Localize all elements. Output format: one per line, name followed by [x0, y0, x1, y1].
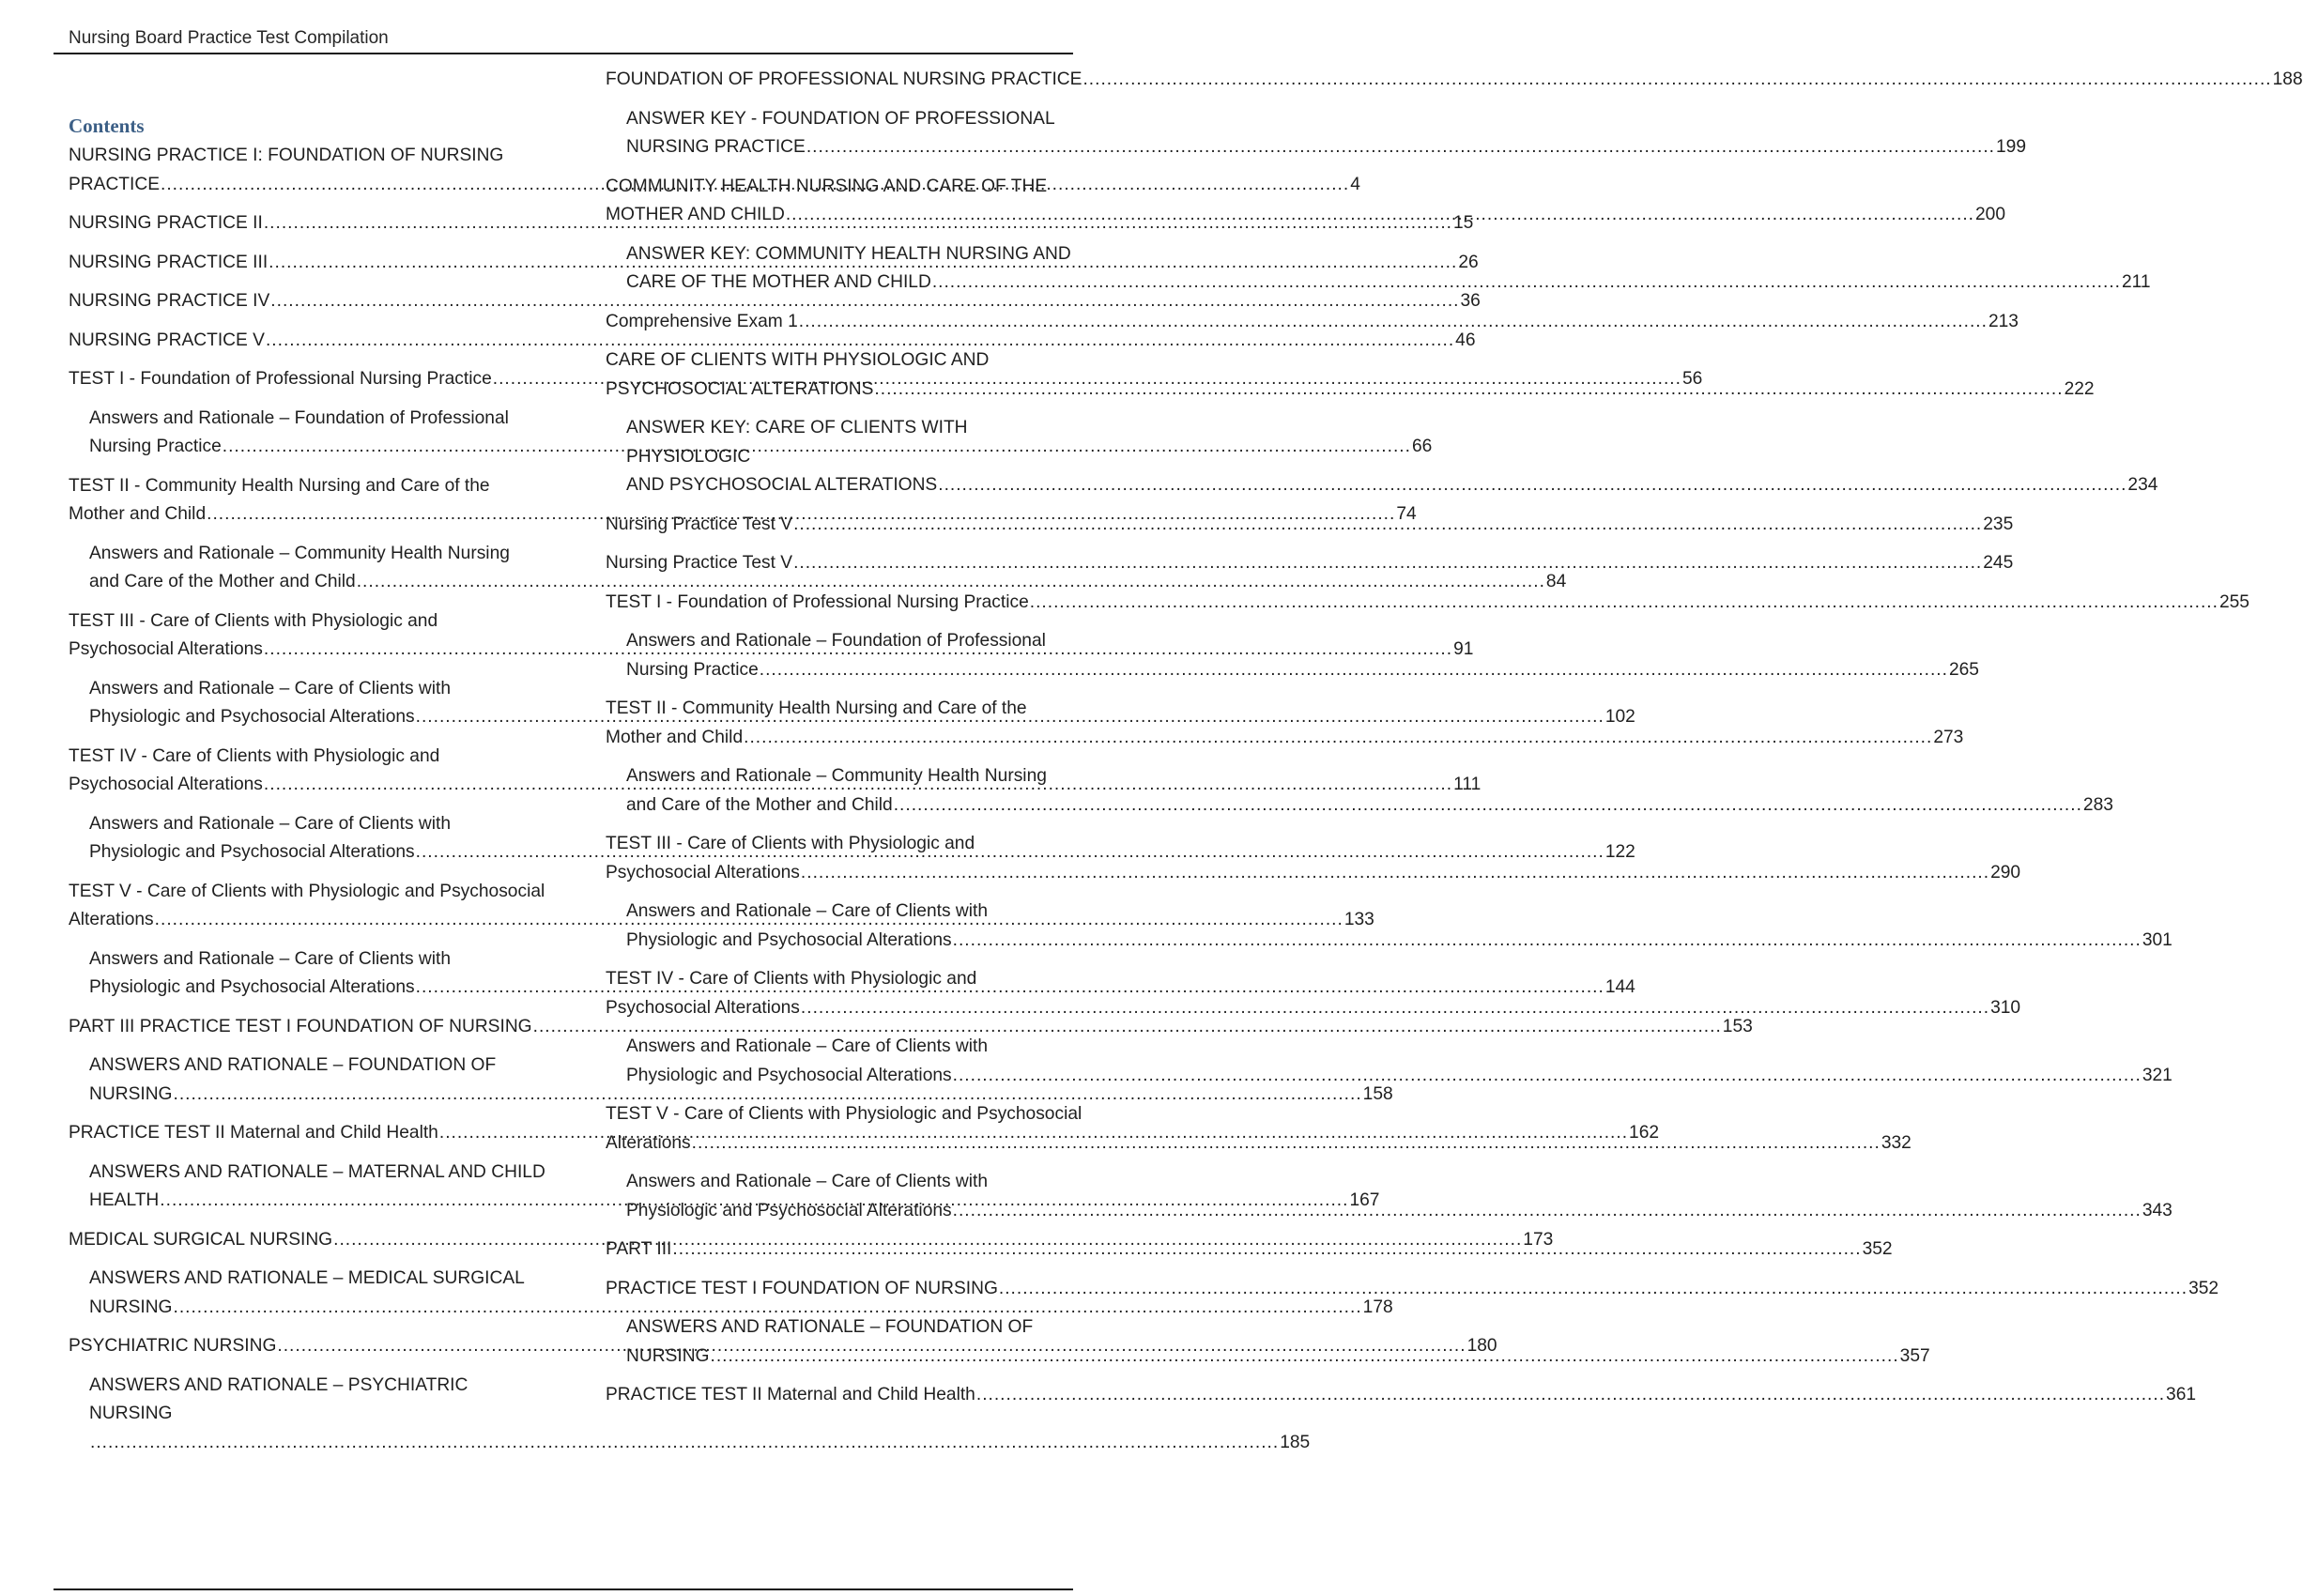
toc-page-number: 162	[1629, 1123, 1660, 1143]
toc-entry-title: TEST I - Foundation of Professional Nursing Practice	[69, 369, 492, 389]
toc-entry-link[interactable]	[606, 589, 2249, 618]
toc-entry-line	[606, 1381, 2197, 1410]
toc-entry-title: HEALTH	[89, 1190, 160, 1210]
toc-entry-line	[606, 994, 2021, 1023]
toc-dot-leader	[801, 859, 1989, 888]
toc-page-number: 173	[1523, 1229, 1554, 1250]
toc-entry-line	[89, 1081, 1393, 1110]
toc-entry-title: Mother and Child	[69, 504, 207, 524]
toc-page-number: 357	[1899, 1345, 1930, 1366]
toc-dot-leader	[953, 1062, 2142, 1091]
toc-entry-title-line: Answers and Rationale – Foundation of Professional	[89, 407, 509, 428]
toc-entry-line	[606, 66, 2303, 95]
toc-entry-title-line: TEST III - Care of Clients with Physiologic and	[69, 610, 438, 631]
toc-entry-title-line: ANSWERS AND RATIONALE – PSYCHIATRIC NURSING	[89, 1374, 468, 1423]
toc-page-number: 273	[1933, 727, 1964, 747]
toc-dot-leader	[953, 927, 2142, 956]
toc-entry-line	[606, 1275, 2219, 1304]
toc-entry-title: NURSING	[89, 1297, 173, 1317]
toc-page-number: 200	[1975, 205, 2006, 224]
toc-page-number: 234	[2127, 475, 2158, 495]
toc-dot-leader	[976, 1381, 2165, 1410]
toc-page-number: 332	[1881, 1132, 1911, 1153]
toc-page-number: 222	[2064, 378, 2095, 399]
toc-entry-title-line: TEST II - Community Health Nursing and Care of the	[69, 475, 490, 496]
toc-entry-title: PRACTICE TEST II Maternal and Child Health	[606, 1385, 975, 1404]
toc-page-number: 352	[2188, 1278, 2219, 1298]
toc-entry-link[interactable]	[606, 1033, 2172, 1090]
toc-dot-leader	[806, 133, 1995, 162]
toc-page-number: 158	[1362, 1083, 1393, 1104]
toc-entry-title-line: Answers and Rationale – Community Health Nursing	[89, 543, 510, 563]
toc-entry-title: PRACTICE TEST I FOUNDATION OF NURSING	[606, 1278, 998, 1298]
toc-page-number: 178	[1362, 1297, 1393, 1317]
toc-page-number: 102	[1604, 707, 1635, 727]
toc-entry-line	[626, 927, 2172, 956]
toc-dot-leader	[938, 471, 2126, 500]
toc-entry-title-line: ANSWER KEY: COMMUNITY HEALTH NURSING AND	[626, 243, 1071, 264]
toc-entry-title: Psychosocial Alterations	[606, 862, 800, 882]
contents-heading: Contents	[69, 115, 145, 137]
toc-entry-title: PSYCHIATRIC NURSING	[69, 1336, 277, 1356]
toc-entry-title: Comprehensive Exam 1	[606, 311, 798, 331]
toc-entry-link[interactable]	[606, 549, 2014, 578]
toc-entry-title-line: TEST IV - Care of Clients with Physiologic and	[606, 969, 977, 989]
toc-entry-title: NURSING	[89, 1083, 173, 1104]
toc-dot-leader	[1030, 589, 2219, 618]
toc-dot-leader	[1082, 66, 2271, 95]
toc-entry-title: Nursing Practice	[626, 659, 759, 680]
toc-entry-title: NURSING PRACTICE II	[69, 213, 263, 233]
toc-page-number: 310	[1990, 997, 2021, 1018]
toc-entry-link[interactable]	[69, 1013, 1753, 1042]
toc-page-number: 84	[1545, 572, 1567, 591]
toc-entry-title-line: Answers and Rationale – Foundation of Professional	[626, 631, 1046, 651]
toc-dot-leader	[874, 376, 2063, 405]
toc-entry-title: Mother and Child	[606, 727, 744, 747]
toc-page-number: 46	[1455, 330, 1476, 350]
toc-entry-title: MEDICAL SURGICAL NURSING	[69, 1229, 333, 1250]
toc-entry-title: CARE OF THE MOTHER AND CHILD	[626, 272, 931, 292]
toc-entry-title: Physiologic and Psychosocial Alterations	[89, 977, 415, 997]
toc-dot-leader	[760, 656, 1948, 685]
toc-entry-line	[606, 724, 1964, 753]
toc-entry-title: Nursing Practice	[89, 437, 222, 456]
toc-page-number: 91	[1453, 639, 1474, 659]
toc-entry-line	[89, 1294, 1393, 1323]
toc-entry-title: NURSING PRACTICE	[626, 137, 806, 157]
toc-entry-title-line: TEST V - Care of Clients with Physiologic and Psychosocial	[69, 881, 545, 901]
toc-entry-link[interactable]	[606, 1381, 2197, 1410]
toc-entry-line	[626, 1062, 2172, 1091]
toc-entry-title: Physiologic and Psychosocial Alterations	[89, 707, 415, 727]
toc-dot-leader	[786, 201, 1974, 230]
toc-entry-line	[606, 549, 2014, 578]
toc-entry-line	[626, 133, 2027, 162]
toc-entry-title: Psychosocial Alterations	[606, 997, 800, 1018]
toc-entry-title-line: Answers and Rationale – Care of Clients with	[626, 1036, 989, 1056]
toc-page-number: 15	[1453, 213, 1474, 233]
toc-dot-leader	[793, 549, 1982, 578]
toc-page-number: 66	[1411, 437, 1433, 456]
toc-entry-title: AND PSYCHOSOCIAL ALTERATIONS	[626, 475, 938, 495]
toc-page-number: 74	[1396, 504, 1417, 524]
toc-page-number: 56	[1681, 369, 1703, 389]
toc-page-number: 180	[1466, 1336, 1497, 1356]
toc-entry-link[interactable]	[606, 308, 2019, 337]
toc-entry-line	[69, 327, 1476, 356]
toc-entry-title: Psychosocial Alterations	[69, 775, 263, 794]
footer-divider	[54, 1588, 1073, 1590]
toc-entry-link[interactable]	[606, 66, 2303, 95]
toc-entry-title: Psychosocial Alterations	[69, 639, 263, 659]
toc-dot-leader	[894, 791, 2082, 821]
toc-entry-link[interactable]	[606, 105, 2027, 162]
toc-entry-title-line: TEST IV - Care of Clients with Physiologic and	[69, 745, 440, 766]
toc-page-number: 290	[1990, 862, 2021, 882]
toc-entry-title: MOTHER AND CHILD	[606, 205, 785, 224]
toc-entry-title: PRACTICE TEST II Maternal and Child Health	[69, 1123, 438, 1143]
toc-page-number: 122	[1604, 842, 1635, 862]
toc-entry-title-line: TEST V - Care of Clients with Physiologic and Psychosocial	[606, 1104, 1082, 1124]
toc-entry-line	[89, 1429, 1311, 1458]
toc-entry-title: NURSING PRACTICE III	[69, 252, 269, 272]
toc-entry-title-line: Answers and Rationale – Care of Clients with	[626, 1172, 989, 1191]
toc-entry-title: NURSING PRACTICE IV	[69, 291, 270, 311]
toc-entry-title: Alterations	[69, 910, 154, 929]
toc-entry-line	[626, 791, 2113, 821]
toc-entry-title-line: NURSING PRACTICE I: FOUNDATION OF NURSING	[69, 146, 504, 165]
toc-entry-line	[626, 471, 2158, 500]
toc-entry-title: Nursing Practice Test V	[606, 514, 793, 534]
toc-dot-leader	[801, 994, 1989, 1023]
toc-entry-title-line: ANSWERS AND RATIONALE – MATERNAL AND CHILD	[89, 1161, 545, 1182]
toc-page-number: 4	[1350, 174, 1360, 194]
toc-entry-title-line: CARE OF CLIENTS WITH PHYSIOLOGIC AND	[606, 350, 990, 370]
toc-entry-link[interactable]	[69, 1332, 1497, 1361]
toc-page-number: 321	[2142, 1065, 2172, 1085]
toc-page-number: 352	[1862, 1239, 1893, 1259]
toc-entry-title-line: TEST III - Care of Clients with Physiologic and	[606, 834, 975, 853]
toc-entry-title-line: Answers and Rationale – Care of Clients with	[89, 948, 452, 969]
toc-dot-leader	[672, 1235, 1861, 1265]
toc-entry-line	[606, 308, 2019, 337]
toc-entry-line	[626, 656, 1979, 685]
toc-entry-title-line: Answers and Rationale – Community Health Nursing	[626, 766, 1047, 786]
toc-page-number: 26	[1458, 252, 1479, 272]
toc-entry-title: and Care of the Mother and Child	[626, 794, 893, 815]
toc-page-number: 361	[2166, 1385, 2197, 1404]
toc-entry-title: Physiologic and Psychosocial Alterations	[89, 842, 415, 862]
toc-page-number: 153	[1722, 1016, 1753, 1036]
toc-entry-title: FOUNDATION OF PROFESSIONAL NURSING PRACTICE	[606, 69, 1082, 89]
toc-dot-leader	[710, 1343, 1898, 1372]
toc-entry-title-line: Answers and Rationale – Care of Clients with	[89, 813, 452, 834]
toc-entry-line	[606, 589, 2249, 618]
toc-page-number: 283	[2082, 794, 2113, 815]
toc-page-number: 265	[1948, 659, 1979, 680]
toc-entry-title: NURSING	[626, 1345, 710, 1366]
toc-page-number: 213	[1988, 311, 2019, 331]
toc-page-number: 301	[2142, 929, 2172, 950]
toc-page-number: 199	[1996, 137, 2027, 157]
toc-dot-leader	[793, 511, 1982, 540]
toc-entry-title-line: Answers and Rationale – Care of Clients with	[626, 901, 989, 921]
toc-dot-leader	[999, 1275, 2188, 1304]
toc-page-number: 185	[1280, 1432, 1311, 1452]
toc-entry-title: Physiologic and Psychosocial Alterations	[626, 929, 952, 950]
toc-entry-title: Physiologic and Psychosocial Alterations	[626, 1200, 952, 1220]
toc-entry-line	[89, 568, 1567, 597]
toc-entry-title-line: COMMUNITY HEALTH NURSING AND CARE OF THE	[606, 176, 1048, 196]
toc-dot-leader	[90, 1429, 1279, 1458]
toc-entry-line	[606, 859, 2021, 888]
toc-dot-leader	[692, 1129, 1881, 1159]
header-divider	[54, 53, 1073, 54]
toc-page-number: 343	[2142, 1200, 2172, 1220]
page-header-title: Nursing Board Practice Test Compilation	[69, 28, 389, 48]
toc-page-number: 235	[1983, 514, 2014, 534]
toc-entry-link[interactable]	[69, 287, 1481, 316]
toc-entry-line	[69, 1013, 1753, 1042]
toc-page-number: 111	[1453, 775, 1482, 794]
toc-page-number: 188	[2272, 69, 2303, 89]
toc-page-number: 36	[1460, 291, 1481, 311]
toc-dot-leader	[744, 724, 1932, 753]
toc-entry-title-line: ANSWERS AND RATIONALE – FOUNDATION OF	[89, 1055, 497, 1075]
toc-entry-title: Alterations	[606, 1132, 691, 1153]
toc-dot-leader	[953, 1197, 2142, 1226]
toc-dot-leader	[799, 308, 1988, 337]
toc-entry-title: PART III	[606, 1239, 672, 1259]
toc-entry-link[interactable]	[69, 327, 1476, 356]
toc-entry-title: and Care of the Mother and Child	[89, 572, 356, 591]
toc-entry-title: PART III PRACTICE TEST I FOUNDATION OF NURSING	[69, 1016, 532, 1036]
toc-page-number: 255	[2219, 591, 2249, 612]
toc-entry-title: PRACTICE	[69, 174, 161, 194]
toc-entry-line	[626, 269, 2151, 298]
toc-page-number: 211	[2122, 272, 2151, 292]
toc-entry-title-line: ANSWER KEY - FOUNDATION OF PROFESSIONAL	[626, 108, 1055, 129]
toc-entry-title-line: TEST II - Community Health Nursing and Care of the	[606, 698, 1027, 718]
toc-dot-leader	[932, 269, 2121, 298]
toc-entry-link[interactable]	[606, 1275, 2219, 1304]
toc-entry-title: Physiologic and Psychosocial Alterations	[626, 1065, 952, 1085]
toc-entry-line	[69, 287, 1481, 316]
toc-page-number: 167	[1349, 1190, 1380, 1210]
toc-page-number: 144	[1604, 977, 1635, 997]
toc-entry-title-line: ANSWERS AND RATIONALE – MEDICAL SURGICAL	[89, 1268, 525, 1288]
toc-page-number: 245	[1983, 553, 2014, 573]
toc-entry-title-line: ANSWERS AND RATIONALE – FOUNDATION OF	[626, 1317, 1034, 1337]
toc-entry-title: NURSING PRACTICE V	[69, 330, 265, 350]
toc-entry-title-line: ANSWER KEY: CARE OF CLIENTS WITH PHYSIOLOGIC	[626, 418, 968, 467]
toc-entry-title-line: Answers and Rationale – Care of Clients with	[89, 678, 452, 698]
toc-page-number: 133	[1343, 910, 1374, 929]
toc-entry-title: PSYCHOSOCIAL ALTERATIONS	[606, 378, 874, 399]
toc-entry-title: Nursing Practice Test V	[606, 553, 793, 573]
toc-entry-line	[69, 1332, 1497, 1361]
toc-entry-title: TEST I - Foundation of Professional Nursing Practice	[606, 591, 1029, 612]
